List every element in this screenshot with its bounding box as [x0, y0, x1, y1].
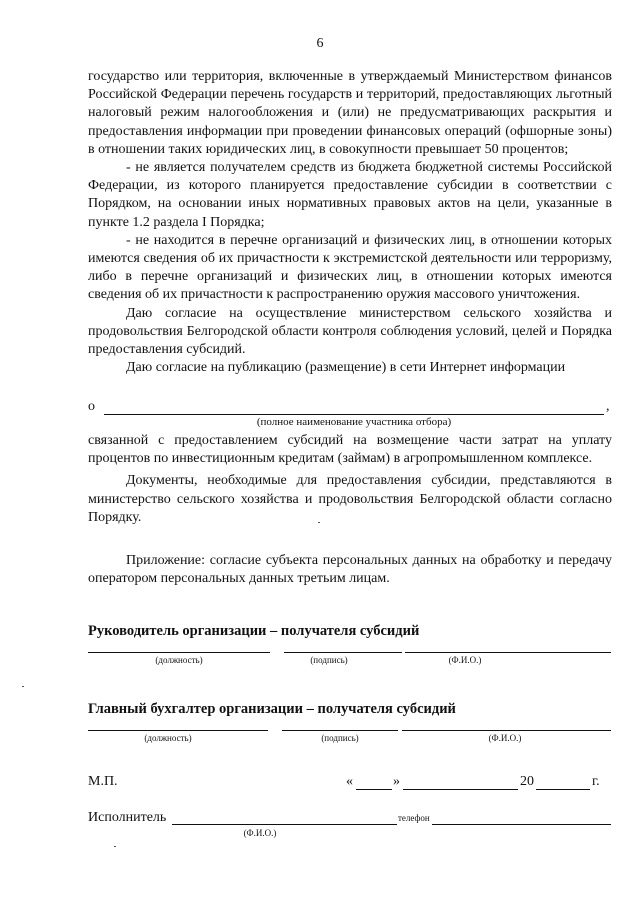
head-signature-line[interactable]	[284, 652, 402, 653]
paragraph-documents: Документы, необходимые для предоставления субсидии, представляются в министерство сельского хозяйства и продовольствия Белгородской области согласно Порядку.	[88, 473, 612, 525]
executor-name-caption: (Ф.И.О.)	[243, 828, 277, 838]
date-month-line[interactable]	[403, 789, 518, 790]
paragraph-extremism-list: - не находится в перечне организаций и физических лиц, в отношении которых имеются сведения об их причастности к экстремистской деятельности или терроризму, либо в перечне организаций и физических лиц, в отношении которых имеются сведения об их причастности к распространению оружия массового уничтожения.	[88, 232, 612, 303]
head-position-caption: (должность)	[155, 655, 203, 665]
head-signature-caption: (подпись)	[310, 655, 348, 665]
head-position-line[interactable]	[88, 652, 270, 653]
paragraph-offshore: государство или территория, включенные в утверждаемый Министерством финансов Российской Федерации перечень государств и территорий, предоставляющих льготный налоговый режим налогообложения и (или) не предусматривающих раскрытия и предоставления информации при проведении финансовых операций (офшорные зоны) в отношении таких юридических лиц, в совокупности превышает 50 процентов;	[88, 69, 612, 157]
date-day-line[interactable]	[356, 789, 392, 790]
date-year-line[interactable]	[536, 789, 590, 790]
paragraph-budget-recipient: - не является получателем средств из бюджета бюджетной системы Российской Федерации, из которого планируется предоставление субсидии в соответствии с Порядком, на основании иных нормативных правовых актов на цели, указанные в пункте 1.2 раздела I Порядка;	[88, 160, 612, 230]
date-open-quote: «	[346, 774, 353, 789]
accountant-signature-caption: (подпись)	[321, 733, 359, 743]
accountant-position-caption: (должность)	[144, 733, 192, 743]
appendix-block	[88, 552, 612, 588]
date-year-suffix: г.	[592, 774, 600, 789]
accountant-title: Главный бухгалтер организации – получателя субсидий	[88, 701, 456, 717]
scan-speck	[114, 846, 116, 847]
scan-speck	[318, 522, 320, 523]
accountant-name-line[interactable]	[402, 730, 611, 731]
phone-label: телефон	[398, 813, 430, 823]
participant-name-line[interactable]	[104, 414, 604, 415]
date-year-prefix: 20	[520, 774, 534, 789]
accountant-position-line[interactable]	[88, 730, 268, 731]
document-body	[88, 68, 612, 377]
page-number: 6	[316, 36, 324, 51]
paragraph-appendix: Приложение: согласие субъекта персональных данных на обработку и передачу оператором персональных данных третьим лицам.	[88, 553, 612, 587]
head-name-line[interactable]	[405, 652, 611, 653]
participant-comma: ,	[606, 399, 610, 414]
phone-line[interactable]	[432, 824, 611, 825]
paragraph-publication-consent: Даю согласие на публикацию (размещение) в сети Интернет информации	[126, 360, 566, 376]
head-title: Руководитель организации – получателя субсидий	[88, 623, 420, 639]
accountant-name-caption: (Ф.И.О.)	[488, 733, 522, 743]
paragraph-control-consent: Даю согласие на осуществление министерством сельского хозяйства и продовольствия Белгородской области контроля соблюдения условий, целей и Порядка предоставления субсидий.	[88, 305, 612, 358]
executor-label: Исполнитель	[88, 810, 167, 825]
scan-speck	[22, 686, 24, 687]
paragraph-publication-subject: связанной с предоставлением субсидий на возмещение части затрат на уплату процентов по инвестиционным кредитам (займам) в агропромышленном комплексе.	[88, 433, 612, 467]
participant-prefix: о	[88, 399, 95, 414]
head-name-caption: (Ф.И.О.)	[448, 655, 482, 665]
document-body-continued	[88, 432, 612, 527]
accountant-signature-line[interactable]	[282, 730, 398, 731]
participant-name-caption: (полное наименование участника отбора)	[256, 416, 452, 428]
executor-name-line[interactable]	[172, 824, 397, 825]
date-close-quote: »	[393, 774, 400, 789]
stamp-label: М.П.	[88, 774, 118, 789]
